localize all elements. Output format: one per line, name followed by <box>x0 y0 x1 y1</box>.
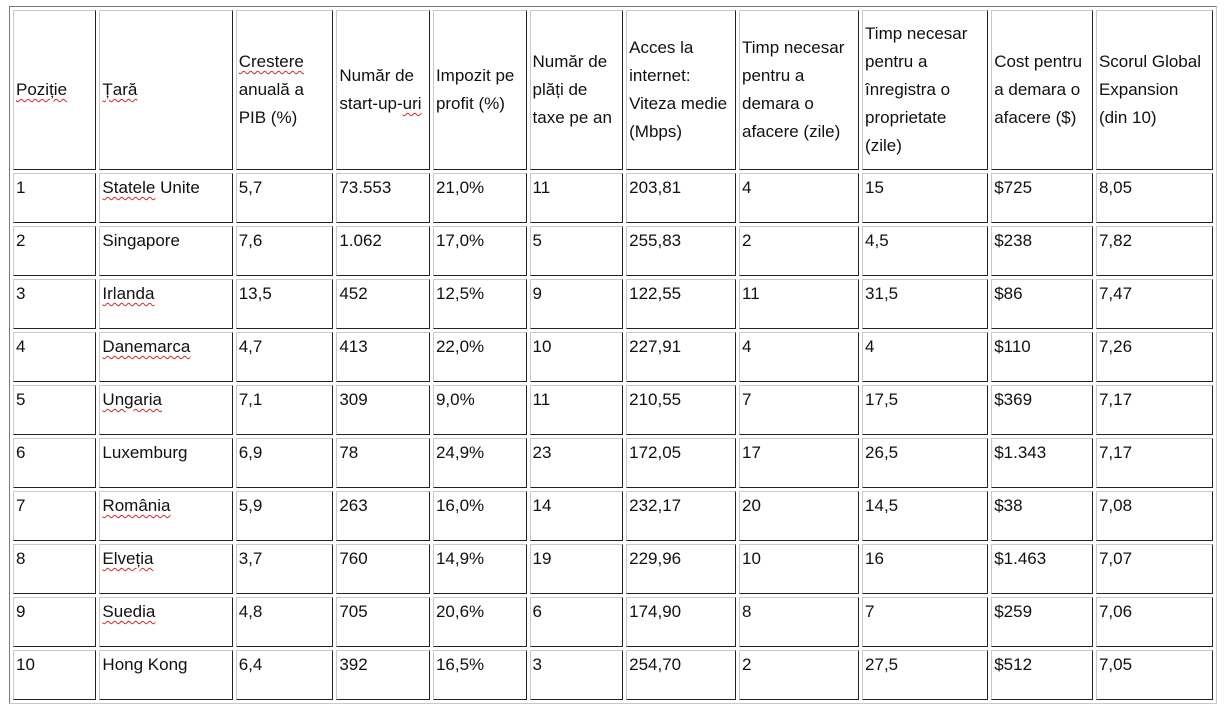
cell-property-time <box>862 438 988 488</box>
cell-profit-tax <box>433 650 527 700</box>
cell-text: 7 <box>742 390 752 409</box>
cell-text: 3 <box>532 655 542 674</box>
cell-text: 10 <box>532 337 552 356</box>
cell-text: 16,0% <box>435 496 485 515</box>
cell-country <box>99 385 232 435</box>
cell-property-time <box>862 597 988 647</box>
cell-text: Hong Kong <box>102 655 188 674</box>
cell-country <box>99 332 232 382</box>
cell-text: 20,6% <box>435 602 485 621</box>
cell-tax-payments <box>530 226 624 276</box>
cell-profit-tax <box>433 597 527 647</box>
cell-profit-tax <box>433 385 527 435</box>
cell-text: 17 <box>742 443 761 462</box>
cell-text: 7,26 <box>1098 337 1133 356</box>
cell-text: 11 <box>532 390 551 409</box>
cell-text: 14,5 <box>865 496 899 515</box>
cell-score <box>1096 438 1213 488</box>
cell-rank <box>13 438 96 488</box>
table-row <box>13 650 1213 700</box>
cell-text: 413 <box>339 337 368 356</box>
cell-text: 263 <box>339 496 368 515</box>
cell-startup-time <box>739 491 859 541</box>
cell-startup-time <box>739 544 859 594</box>
cell-text: România <box>102 496 171 515</box>
header-text: Număr de plăți de taxe pe an <box>532 52 612 127</box>
cell-tax-payments <box>530 544 624 594</box>
cell-text: 17,5 <box>865 390 899 409</box>
table-row <box>13 173 1213 223</box>
cell-text: 5 <box>16 390 26 409</box>
cell-score <box>1096 544 1213 594</box>
cell-text: 392 <box>339 655 368 674</box>
cell-text: 122,55 <box>629 284 682 303</box>
header-cell-gdp-growth <box>236 10 334 170</box>
table-row <box>13 279 1213 329</box>
cell-text: 5,7 <box>238 178 263 197</box>
cell-startup-cost <box>991 385 1093 435</box>
header-cell-profit-tax <box>433 10 527 170</box>
header-cell-score <box>1096 10 1213 170</box>
cell-rank <box>13 226 96 276</box>
cell-text: $369 <box>994 390 1033 409</box>
cell-text: 760 <box>339 549 368 568</box>
header-row <box>13 10 1213 170</box>
cell-score <box>1096 385 1213 435</box>
cell-text: 14,9% <box>435 549 485 568</box>
table-row <box>13 544 1213 594</box>
cell-text: 6 <box>16 443 26 462</box>
cell-text: 4,5 <box>865 231 889 250</box>
cell-country <box>99 279 232 329</box>
cell-text: 2 <box>16 231 26 250</box>
cell-profit-tax <box>433 173 527 223</box>
cell-text: $725 <box>994 178 1033 197</box>
cell-gdp-growth <box>236 438 334 488</box>
cell-country <box>99 544 232 594</box>
cell-internet-speed <box>626 597 736 647</box>
header-text: Timp necesar pentru a demara o afacere (zile) <box>742 38 845 141</box>
cell-text: 8 <box>742 602 752 621</box>
cell-text: 73.553 <box>339 178 392 197</box>
cell-text: 7,17 <box>1098 443 1133 462</box>
cell-text: Singapore <box>102 231 180 250</box>
cell-startup-time <box>739 279 859 329</box>
cell-text: 7,17 <box>1098 390 1133 409</box>
cell-internet-speed <box>626 544 736 594</box>
cell-startup-time <box>739 226 859 276</box>
cell-country <box>99 438 232 488</box>
header-text: uri <box>402 94 422 113</box>
cell-country <box>99 491 232 541</box>
cell-text: Suedia <box>102 602 156 621</box>
cell-text: 6,4 <box>238 655 263 674</box>
cell-text: $1.343 <box>994 443 1047 462</box>
cell-text: 16 <box>865 549 884 568</box>
cell-property-time <box>862 332 988 382</box>
cell-text: 232,17 <box>629 496 682 515</box>
cell-text: 9 <box>16 602 26 621</box>
cell-text: 1.062 <box>339 231 382 250</box>
cell-text: 7,05 <box>1098 655 1133 674</box>
cell-text: $86 <box>994 284 1023 303</box>
cell-text: 255,83 <box>629 231 682 250</box>
cell-gdp-growth <box>236 650 334 700</box>
cell-text: 309 <box>339 390 368 409</box>
table-row <box>13 491 1213 541</box>
cell-tax-payments <box>530 438 624 488</box>
cell-text: 27,5 <box>865 655 899 674</box>
cell-startups <box>336 279 430 329</box>
cell-profit-tax <box>433 544 527 594</box>
cell-text: 14 <box>532 496 552 515</box>
cell-tax-payments <box>530 597 624 647</box>
cell-startup-time <box>739 650 859 700</box>
cell-text: 3,7 <box>238 549 263 568</box>
cell-text: 11 <box>742 284 760 303</box>
cell-text: 23 <box>532 443 552 462</box>
cell-text: 229,96 <box>629 549 682 568</box>
cell-text: 9,0% <box>435 390 475 409</box>
cell-startup-time <box>739 173 859 223</box>
cell-profit-tax <box>433 279 527 329</box>
cell-internet-speed <box>626 279 736 329</box>
cell-startup-cost <box>991 597 1093 647</box>
header-cell-property-time <box>862 10 988 170</box>
cell-startups <box>336 544 430 594</box>
cell-text: 24,9% <box>435 443 485 462</box>
cell-text: 7 <box>16 496 26 515</box>
cell-text: 7,6 <box>238 231 263 250</box>
cell-text: $259 <box>994 602 1033 621</box>
cell-startups <box>336 438 430 488</box>
cell-score <box>1096 597 1213 647</box>
cell-text: 7 <box>865 602 875 621</box>
cell-text: 12,5% <box>435 284 485 303</box>
cell-text: 10 <box>742 549 761 568</box>
cell-rank <box>13 544 96 594</box>
table-row <box>13 332 1213 382</box>
cell-text: 8,05 <box>1098 178 1133 197</box>
cell-text: Statele Unite <box>102 178 200 197</box>
cell-gdp-growth <box>236 226 334 276</box>
cell-text: 4,8 <box>238 602 263 621</box>
cell-property-time <box>862 544 988 594</box>
cell-startups <box>336 226 430 276</box>
cell-text: 21,0% <box>435 178 485 197</box>
header-text: Crestere <box>238 52 304 71</box>
header-text: anuală a PIB (%) <box>238 80 304 127</box>
cell-text: 13,5 <box>238 284 272 303</box>
cell-tax-payments <box>530 650 624 700</box>
cell-startup-cost <box>991 544 1093 594</box>
table-row <box>13 385 1213 435</box>
cell-text: 6,9 <box>238 443 263 462</box>
cell-text: 7,06 <box>1098 602 1133 621</box>
cell-text: Luxemburg <box>102 443 188 462</box>
cell-tax-payments <box>530 491 624 541</box>
cell-text: 19 <box>532 549 552 568</box>
cell-gdp-growth <box>236 597 334 647</box>
cell-internet-speed <box>626 438 736 488</box>
cell-tax-payments <box>530 332 624 382</box>
cell-text: 7,82 <box>1098 231 1133 250</box>
cell-property-time <box>862 173 988 223</box>
cell-text: 4 <box>16 337 26 356</box>
header-cell-startups <box>336 10 430 170</box>
cell-rank <box>13 385 96 435</box>
cell-text: 7,07 <box>1098 549 1133 568</box>
header-text: Țară <box>102 80 138 99</box>
cell-startup-cost <box>991 226 1093 276</box>
cell-text: 31,5 <box>865 284 899 303</box>
cell-text: 9 <box>532 284 542 303</box>
cell-text: 254,70 <box>629 655 682 674</box>
cell-rank <box>13 332 96 382</box>
cell-text: $238 <box>994 231 1033 250</box>
cell-property-time <box>862 650 988 700</box>
cell-text: $512 <box>994 655 1033 674</box>
cell-text: 4 <box>742 337 752 356</box>
cell-text: 4 <box>742 178 752 197</box>
header-cell-rank <box>13 10 96 170</box>
cell-score <box>1096 650 1213 700</box>
table-row <box>13 597 1213 647</box>
cell-text: 203,81 <box>629 178 682 197</box>
cell-startup-time <box>739 438 859 488</box>
cell-rank <box>13 491 96 541</box>
header-cell-country <box>99 10 232 170</box>
cell-internet-speed <box>626 332 736 382</box>
cell-text: 16,5% <box>435 655 485 674</box>
cell-text: 22,0% <box>435 337 485 356</box>
cell-internet-speed <box>626 650 736 700</box>
cell-profit-tax <box>433 491 527 541</box>
cell-startup-cost <box>991 332 1093 382</box>
cell-rank <box>13 597 96 647</box>
cell-text: $38 <box>994 496 1023 515</box>
cell-tax-payments <box>530 279 624 329</box>
cell-text: 6 <box>532 602 542 621</box>
cell-profit-tax <box>433 226 527 276</box>
cell-text: 172,05 <box>629 443 682 462</box>
cell-country <box>99 226 232 276</box>
cell-internet-speed <box>626 173 736 223</box>
cell-rank <box>13 173 96 223</box>
cell-startup-time <box>739 385 859 435</box>
cell-profit-tax <box>433 332 527 382</box>
cell-startup-time <box>739 597 859 647</box>
cell-internet-speed <box>626 491 736 541</box>
cell-startup-cost <box>991 491 1093 541</box>
cell-score <box>1096 279 1213 329</box>
cell-text: 78 <box>339 443 359 462</box>
header-text: Poziție <box>16 80 68 99</box>
cell-rank <box>13 279 96 329</box>
cell-property-time <box>862 491 988 541</box>
cell-text: $110 <box>994 337 1031 356</box>
cell-gdp-growth <box>236 385 334 435</box>
table-row <box>13 438 1213 488</box>
header-cell-internet-speed <box>626 10 736 170</box>
cell-profit-tax <box>433 438 527 488</box>
cell-text: 4,7 <box>238 337 263 356</box>
header-cell-startup-cost <box>991 10 1093 170</box>
cell-text: Ungaria <box>102 390 162 409</box>
cell-tax-payments <box>530 385 624 435</box>
cell-gdp-growth <box>236 491 334 541</box>
cell-text: Elveția <box>102 549 154 568</box>
cell-text: 11 <box>532 178 551 197</box>
cell-text: 7,1 <box>238 390 263 409</box>
cell-text: 7,47 <box>1098 284 1133 303</box>
header-text: Scorul Global Expansion (din 10) <box>1098 52 1201 127</box>
cell-startups <box>336 332 430 382</box>
cell-text: 10 <box>16 655 35 674</box>
ranking-table <box>9 6 1217 704</box>
cell-country <box>99 650 232 700</box>
cell-startups <box>336 650 430 700</box>
cell-text: 17,0% <box>435 231 485 250</box>
cell-startup-cost <box>991 173 1093 223</box>
cell-startups <box>336 385 430 435</box>
cell-text: $1.463 <box>994 549 1047 568</box>
header-text: Acces la internet: Viteza medie (Mbps) <box>629 38 728 141</box>
cell-text: 7,08 <box>1098 496 1133 515</box>
cell-text: 2 <box>742 655 752 674</box>
cell-text: 5 <box>532 231 542 250</box>
cell-gdp-growth <box>236 279 334 329</box>
header-text: Număr de start-up- <box>339 66 414 113</box>
table-row <box>13 226 1213 276</box>
cell-text: 4 <box>865 337 875 356</box>
cell-score <box>1096 226 1213 276</box>
header-text: Timp necesar pentru a înregistra o proprietate (zile) <box>865 24 968 155</box>
header-text: Cost pentru a demara o afacere ($) <box>994 52 1083 127</box>
cell-startups <box>336 597 430 647</box>
cell-property-time <box>862 385 988 435</box>
cell-text: 15 <box>865 178 884 197</box>
cell-startup-time <box>739 332 859 382</box>
cell-text: 705 <box>339 602 368 621</box>
cell-startup-cost <box>991 279 1093 329</box>
cell-text: 26,5 <box>865 443 899 462</box>
cell-text: 227,91 <box>629 337 682 356</box>
cell-text: 1 <box>16 178 26 197</box>
cell-text: 2 <box>742 231 752 250</box>
cell-startups <box>336 173 430 223</box>
cell-text: Irlanda <box>102 284 155 303</box>
cell-text: 20 <box>742 496 761 515</box>
cell-gdp-growth <box>236 544 334 594</box>
header-cell-startup-time <box>739 10 859 170</box>
cell-text: 174,90 <box>629 602 682 621</box>
cell-startup-cost <box>991 650 1093 700</box>
cell-gdp-growth <box>236 332 334 382</box>
table-container <box>9 6 1217 704</box>
cell-country <box>99 173 232 223</box>
cell-text: 210,55 <box>629 390 682 409</box>
cell-startup-cost <box>991 438 1093 488</box>
cell-text: 8 <box>16 549 26 568</box>
cell-internet-speed <box>626 385 736 435</box>
cell-startups <box>336 491 430 541</box>
cell-rank <box>13 650 96 700</box>
cell-score <box>1096 332 1213 382</box>
cell-property-time <box>862 279 988 329</box>
header-text: Impozit pe profit (%) <box>435 66 515 113</box>
cell-gdp-growth <box>236 173 334 223</box>
table-body <box>13 173 1213 700</box>
cell-text: Danemarca <box>102 337 191 356</box>
cell-country <box>99 597 232 647</box>
cell-text: 3 <box>16 284 26 303</box>
cell-score <box>1096 491 1213 541</box>
cell-property-time <box>862 226 988 276</box>
cell-text: 452 <box>339 284 368 303</box>
header-cell-tax-payments <box>530 10 624 170</box>
cell-tax-payments <box>530 173 624 223</box>
cell-internet-speed <box>626 226 736 276</box>
cell-text: 5,9 <box>238 496 263 515</box>
cell-score <box>1096 173 1213 223</box>
